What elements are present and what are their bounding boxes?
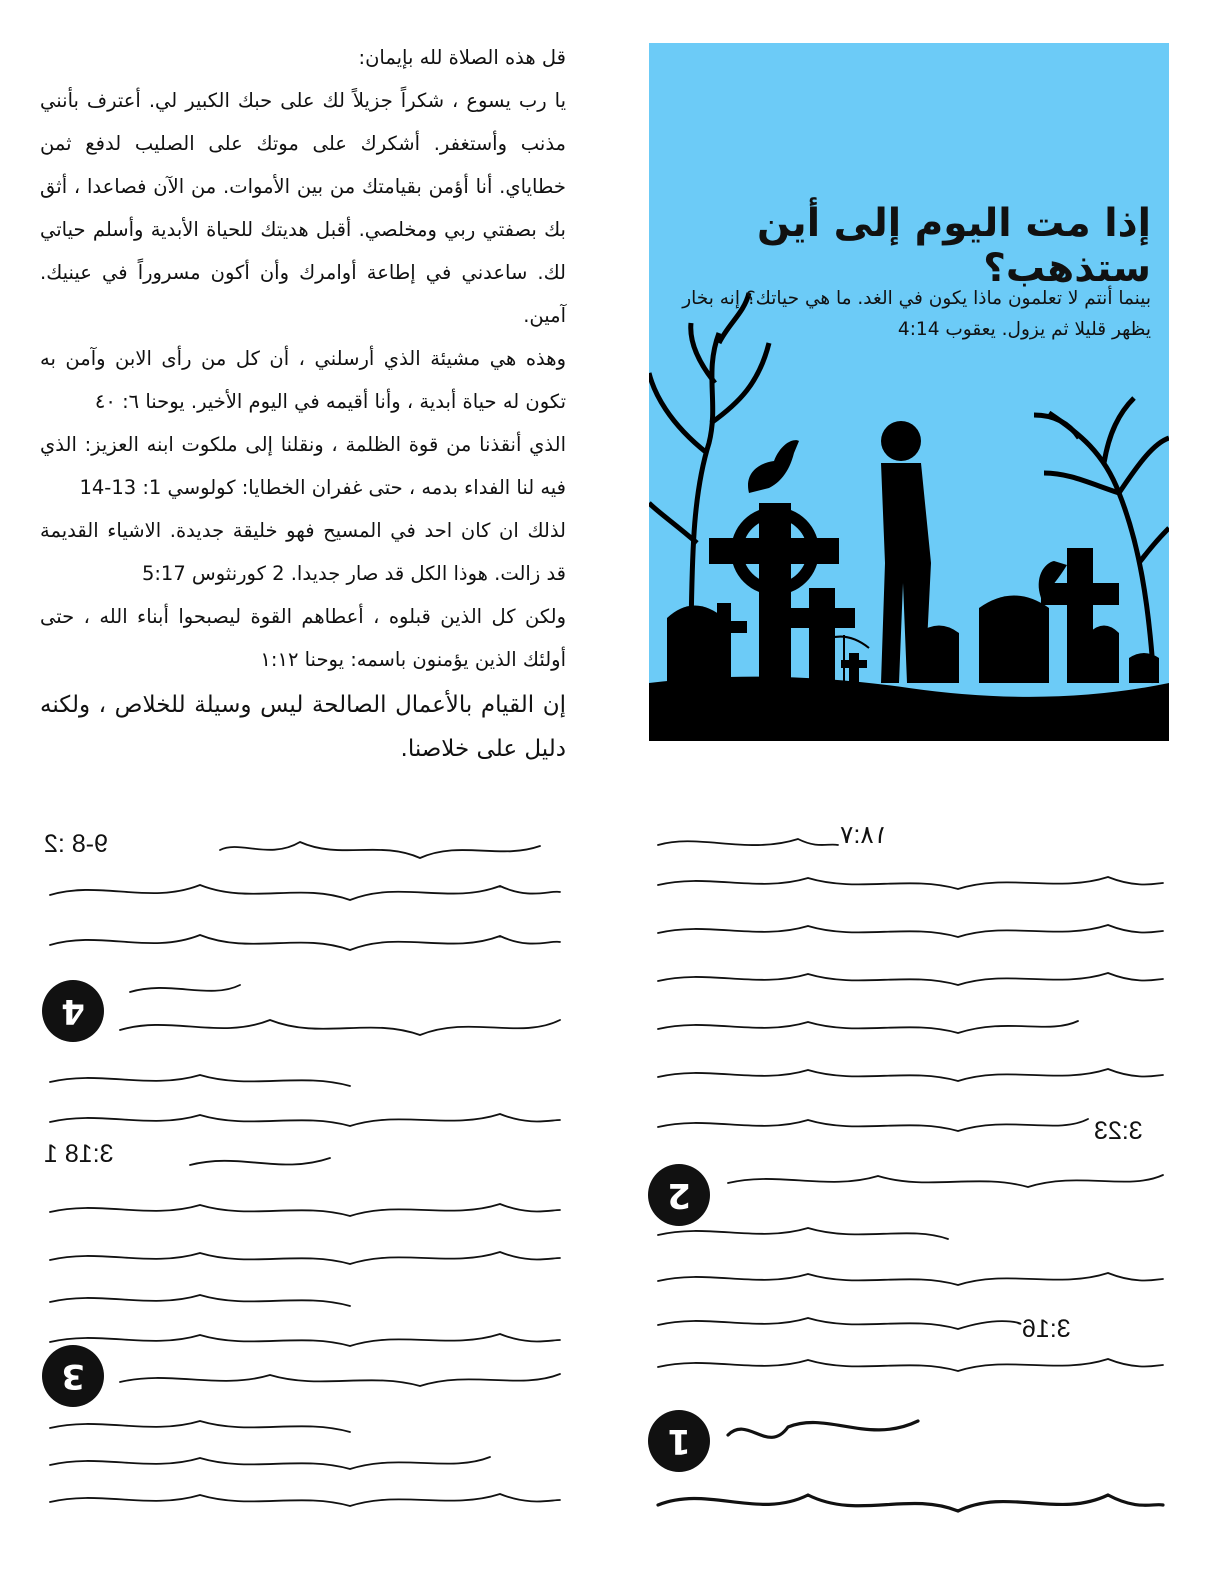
verse-colossians-1-13: الذي أنقذنا من قوة الظلمة ، ونقلنا إلى ملكوت ابنه العزيز: الذي فيه لنا الفداء بدمه ، حتى غفران الخطايا: كولوسي 1: 13-14 <box>40 433 566 499</box>
verse-john-1-12: ولكن كل الذين قبلوه ، أعطاهم القوة ليصبحوا أبناء الله ، حتى أولئك الذين يؤمنون باسمه: يوحنا ١:١٢ <box>40 605 566 671</box>
reversed-text-scribble-left <box>40 820 570 1520</box>
reversed-ref-mid-left: 3:18 1 <box>44 1140 114 1168</box>
reversed-ref-mid-right: 3:23 <box>1094 1117 1143 1145</box>
reversed-ref-low-right: 3:16 <box>1022 1315 1071 1343</box>
reversed-text-scribble-right <box>648 815 1173 1535</box>
panel-title: إذا مت اليوم إلى أين ستذهب؟ <box>756 201 1151 291</box>
graveyard-illustration <box>649 43 1169 741</box>
reversed-ref-top-right: ١٨:٧ <box>840 821 888 849</box>
prayer-body: يا رب يسوع ، شكراً جزيلاً لك على حبك الكبير لي. أعترف بأنني مذنب وأستغفر. أشكرك على موتك على الصليب لدفع ثمن خطاياي. أنا أؤمن بقيامتك من بين الأموات. من الآن فصاعدا ، أثق بك بصفتي ربي ومخلصي. أقبل هديتك للحياة الأبدية وأسلم حياتي لك. ساعدني في إطاعة أوامرك وأن أكون مسروراً في عينيك. آمين. <box>40 89 566 327</box>
prayer-heading: قل هذه الصلاة لله بإيمان: <box>358 46 566 69</box>
cover-panel <box>649 43 1169 741</box>
prayer-text-block <box>40 36 566 771</box>
step-number-3-circle: 3 <box>42 1345 104 1407</box>
step-number-1-circle: 1 <box>648 1410 710 1472</box>
step-number-2-circle: 2 <box>648 1164 710 1226</box>
reversed-ref-top-left: 9-8 :2 <box>44 830 108 858</box>
verse-2-corinthians-5-17: لذلك ان كان احد في المسيح فهو خليقة جديدة. الاشياء القديمة قد زالت. هوذا الكل قد صار جديدا. 2 كورنثوس 5:17 <box>40 519 566 585</box>
verse-john-6-40: وهذه هي مشيئة الذي أرسلني ، أن كل من رأى الابن وآمن به تكون له حياة أبدية ، وأنا أقيمه في اليوم الأخير. يوحنا ٦: ٤٠ <box>40 347 566 413</box>
step-number-4-circle: 4 <box>42 980 104 1042</box>
panel-verse-james-4-14: بينما أنتم لا تعلمون ماذا يكون في الغد. ما هي حياتك؟ إنه بخار يظهر قليلا ثم يزول. يعقوب 4:14 <box>682 288 1151 340</box>
closing-statement: إن القيام بالأعمال الصالحة ليس وسيلة للخلاص ، ولكنه دليل على خلاصنا. <box>40 692 566 762</box>
